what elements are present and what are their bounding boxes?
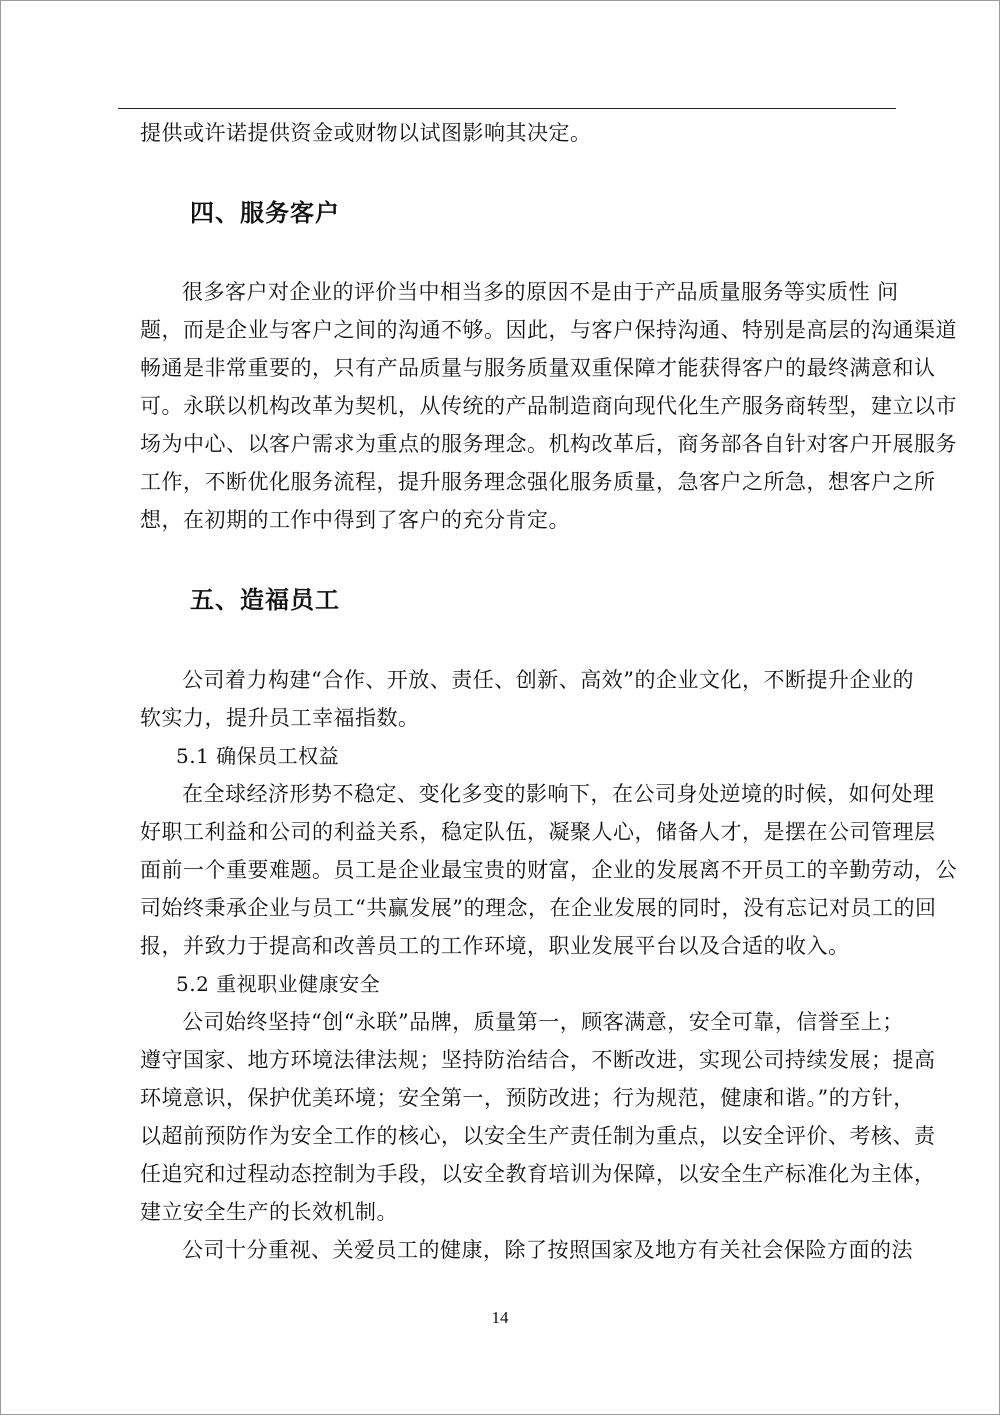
paragraph-line: 司始终秉承企业与员工“共赢发展”的理念，在企业发展的同时，没有忘记对员工的回 <box>140 896 937 920</box>
intro-line: 提供或许诺提供资金或财物以试图影响其决定。 <box>140 121 592 145</box>
paragraph-line: 题，而是企业与客户之间的沟通不够。因此，与客户保持沟通、特别是高层的沟通渠道 <box>140 318 957 342</box>
document-body <box>140 114 957 1269</box>
paragraph-line: 公司始终坚持“创“永联”品牌，质量第一，顾客满意，安全可靠，信誉至上； <box>182 1010 904 1034</box>
paragraph-line: 畅通是非常重要的，只有产品质量与服务质量双重保障才能获得客户的最终满意和认 <box>140 356 936 380</box>
paragraph-line: 想，在初期的工作中得到了客户的充分肯定。 <box>140 508 570 532</box>
section-4-paragraph <box>140 273 957 539</box>
section-5-heading: 五、造福员工 <box>190 586 340 614</box>
subsection-5-2-title: 5.2 重视职业健康安全 <box>176 972 381 996</box>
header-rule <box>118 108 896 109</box>
paragraph-line: 可。永联以机构改革为契机，从传统的产品制造商向现代化生产服务商转型，建立以市 <box>140 394 957 418</box>
paragraph-line: 遵守国家、地方环境法律法规；坚持防治结合，不断改进，实现公司持续发展；提高 <box>140 1048 936 1072</box>
paragraph-line: 在全球经济形势不稳定、变化多变的影响下，在公司身处逆境的时候，如何处理 <box>182 782 935 806</box>
section-5-intro <box>140 661 914 737</box>
paragraph-line: 软实力，提升员工幸福指数。 <box>140 706 420 730</box>
page-number: 14 <box>491 1308 509 1327</box>
paragraph-line: 以超前预防作为安全工作的核心，以安全生产责任制为重点，以安全评价、考核、责 <box>140 1124 936 1148</box>
subsection-5-2-paragraph <box>140 1003 936 1269</box>
paragraph-line: 报，并致力于提高和改善员工的工作环境，职业发展平台以及合适的收入。 <box>140 934 850 958</box>
section-4-heading: 四、服务客户 <box>190 199 340 227</box>
paragraph-line: 任追究和过程动态控制为手段，以安全教育培训为保障，以安全生产标准化为主体， <box>140 1162 936 1186</box>
subsection-5-1-title: 5.1 确保员工权益 <box>176 744 340 768</box>
paragraph-line: 好职工利益和公司的利益关系，稳定队伍，凝聚人心，储备人才，是摆在公司管理层 <box>140 820 936 844</box>
paragraph-line: 很多客户对企业的评价当中相当多的原因不是由于产品质量服务等实质性 问 <box>182 280 899 304</box>
paragraph-line: 环境意识，保护优美环境；安全第一，预防改进；行为规范，健康和谐。”的方针， <box>140 1086 915 1110</box>
paragraph-line: 面前一个重要难题。员工是企业最宝贵的财富，企业的发展离不开员工的辛勤劳动，公 <box>140 858 957 882</box>
paragraph-line: 工作，不断优化服务流程，提升服务理念强化服务质量，急客户之所急，想客户之所 <box>140 470 936 494</box>
paragraph-line: 场为中心、以客户需求为重点的服务理念。机构改革后，商务部各自针对客户开展服务 <box>140 432 957 456</box>
subsection-5-1-paragraph <box>140 775 957 965</box>
paragraph-line: 公司十分重视、关爱员工的健康，除了按照国家及地方有关社会保险方面的法 <box>182 1238 913 1262</box>
paragraph-line: 公司着力构建“合作、开放、责任、创新、高效”的企业文化，不断提升企业的 <box>182 668 914 692</box>
paragraph-line: 建立安全生产的长效机制。 <box>140 1200 398 1224</box>
